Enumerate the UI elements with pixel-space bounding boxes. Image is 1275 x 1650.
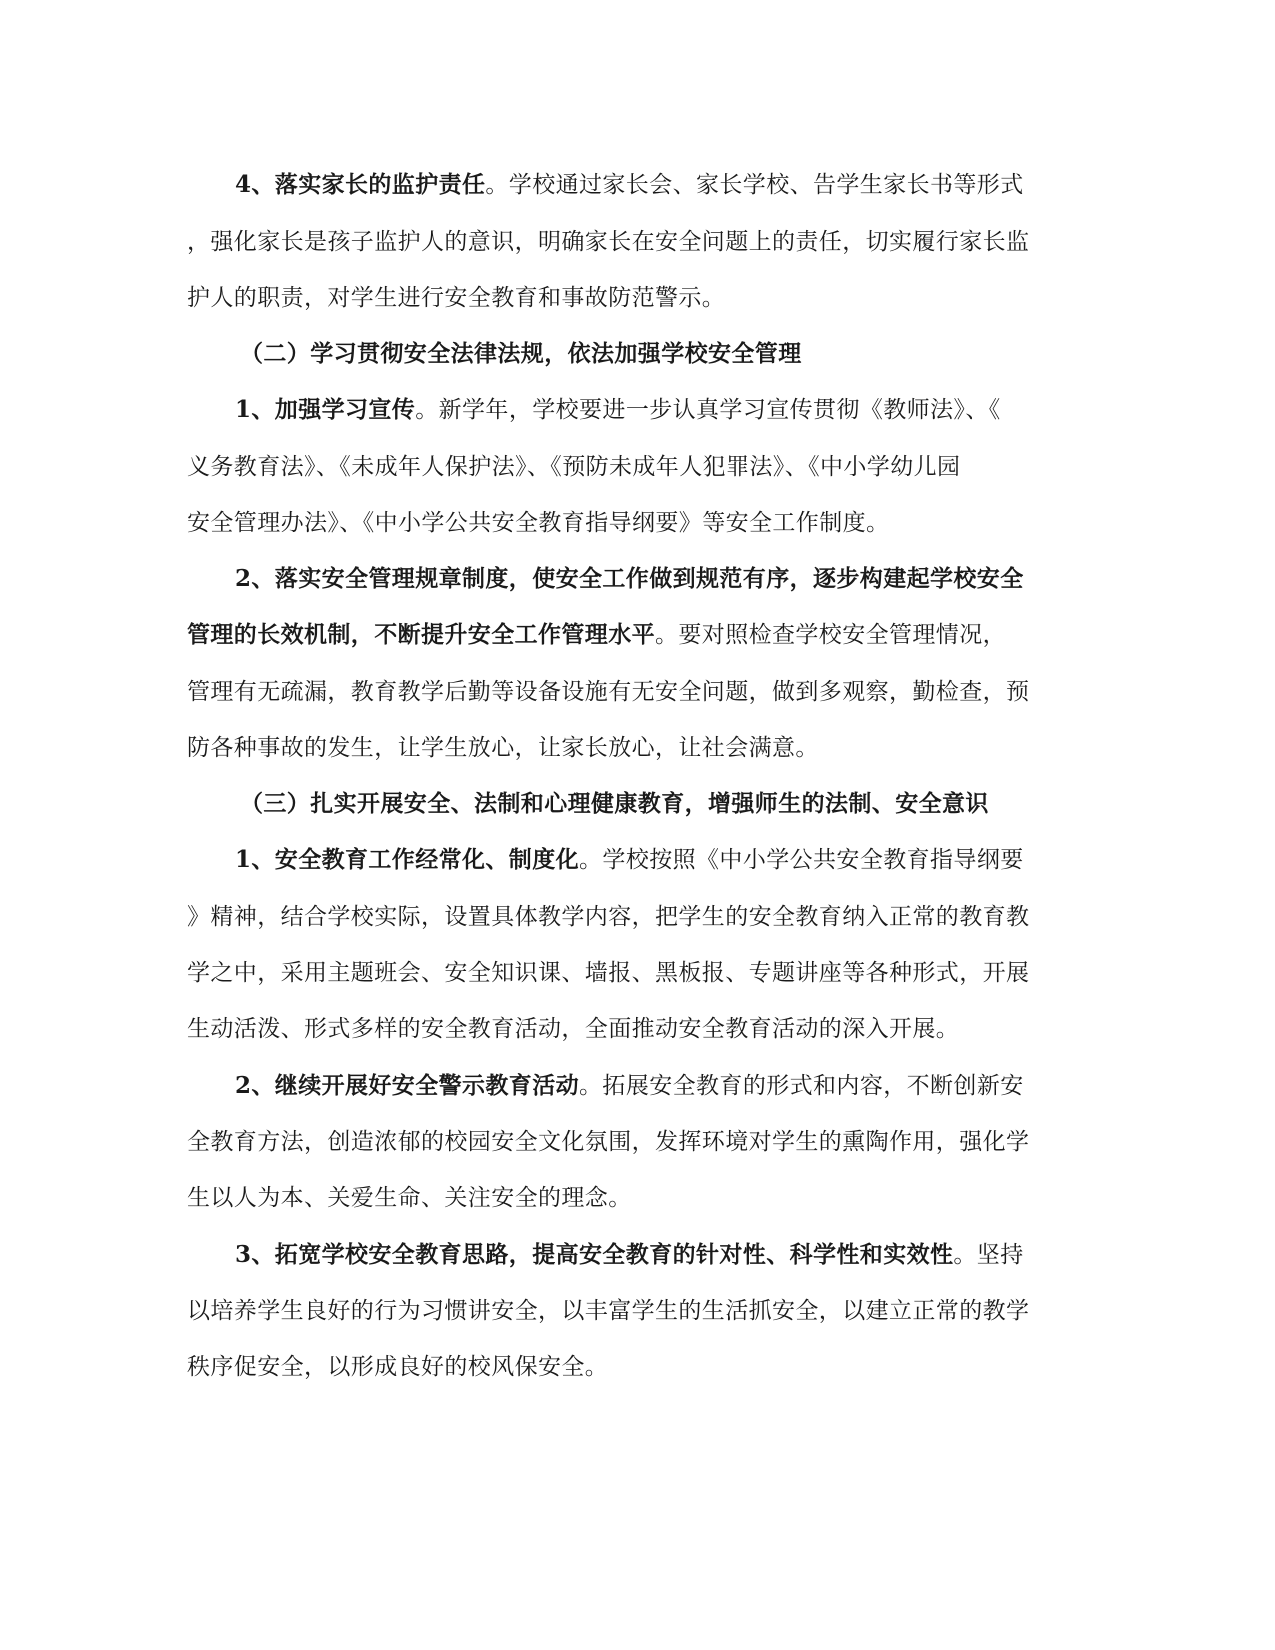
- paragraph-line: 秩序促安全，以形成良好的校风保安全。: [187, 1354, 609, 1380]
- paragraph-line: 管理有无疏漏，教育教学后勤等设备设施有无安全问题，做到多观察，勤检查，预: [187, 679, 1030, 705]
- paragraph-line: 防各种事故的发生，让学生放心，让家长放心，让社会满意。: [187, 735, 819, 761]
- item-heading: 管理的长效机制，不断提升安全工作管理水平: [187, 621, 655, 648]
- paragraph-line: 》精神，结合学校实际，设置具体教学内容，把学生的安全教育纳入正常的教育教: [187, 904, 1030, 930]
- paragraph-line: 以培养学生良好的行为习惯讲安全，以丰富学生的生活抓安全，以建立正常的教学: [187, 1298, 1030, 1324]
- item-heading: 3、拓宽学校安全教育思路，提高安全教育的针对性、科学性和实效性: [235, 1241, 954, 1268]
- paragraph-text: 。学校通过家长会、家长学校、告学生家长书等形式: [485, 172, 1024, 198]
- item-heading: 1、安全教育工作经常化、制度化: [235, 846, 580, 873]
- paragraph-line: ，强化家长是孩子监护人的意识，明确家长在安全问题上的责任，切实履行家长监: [187, 229, 1030, 255]
- paragraph-line: [235, 395, 1135, 425]
- paragraph-line: 安全管理办法》、《中小学公共安全教育指导纲要》等安全工作制度。: [187, 510, 890, 536]
- paragraph-line: 生动活泼、形式多样的安全教育活动，全面推动安全教育活动的深入开展。: [187, 1016, 960, 1042]
- section-title: （二）学习贯彻安全法律法规，依法加强学校安全管理: [240, 340, 802, 367]
- paragraph-line: 生以人为本、关爱生命、关注安全的理念。: [187, 1185, 632, 1211]
- item-heading: 2、落实安全管理规章制度，使安全工作做到规范有序，逐步构建起学校安全: [235, 565, 1024, 592]
- paragraph-line: [235, 170, 1135, 200]
- paragraph-line: [235, 1071, 1135, 1101]
- item-heading: 2、继续开展好安全警示教育活动: [235, 1072, 580, 1099]
- paragraph-text: 。坚持: [953, 1242, 1024, 1268]
- paragraph-line: 义务教育法》、《未成年人保护法》、《预防未成年人犯罪法》、《中小学幼儿园: [187, 454, 961, 480]
- paragraph-line: [235, 845, 1135, 875]
- item-heading: 4、落实家长的监护责任: [235, 171, 486, 198]
- paragraph-line: [187, 620, 1087, 650]
- section-title: （三）扎实开展安全、法制和心理健康教育，增强师生的法制、安全意识: [240, 790, 989, 817]
- paragraph-line: 护人的职责，对学生进行安全教育和事故防范警示。: [187, 285, 726, 311]
- paragraph-text: 。新学年，学校要进一步认真学习宣传贯彻《教师法》、《: [415, 397, 1001, 423]
- paragraph-line: 全教育方法，创造浓郁的校园安全文化氛围，发挥环境对学生的熏陶作用，强化学: [187, 1129, 1030, 1155]
- paragraph-text: 。要对照检查学校安全管理情况，: [655, 622, 1006, 648]
- paragraph-line: 学之中，采用主题班会、安全知识课、墙报、黑板报、专题讲座等各种形式，开展: [187, 960, 1030, 986]
- item-heading: 1、加强学习宣传: [235, 396, 416, 423]
- paragraph-line: [235, 1240, 1135, 1270]
- paragraph-text: 。学校按照《中小学公共安全教育指导纲要: [579, 847, 1024, 873]
- paragraph-text: 。拓展安全教育的形式和内容，不断创新安: [579, 1073, 1024, 1099]
